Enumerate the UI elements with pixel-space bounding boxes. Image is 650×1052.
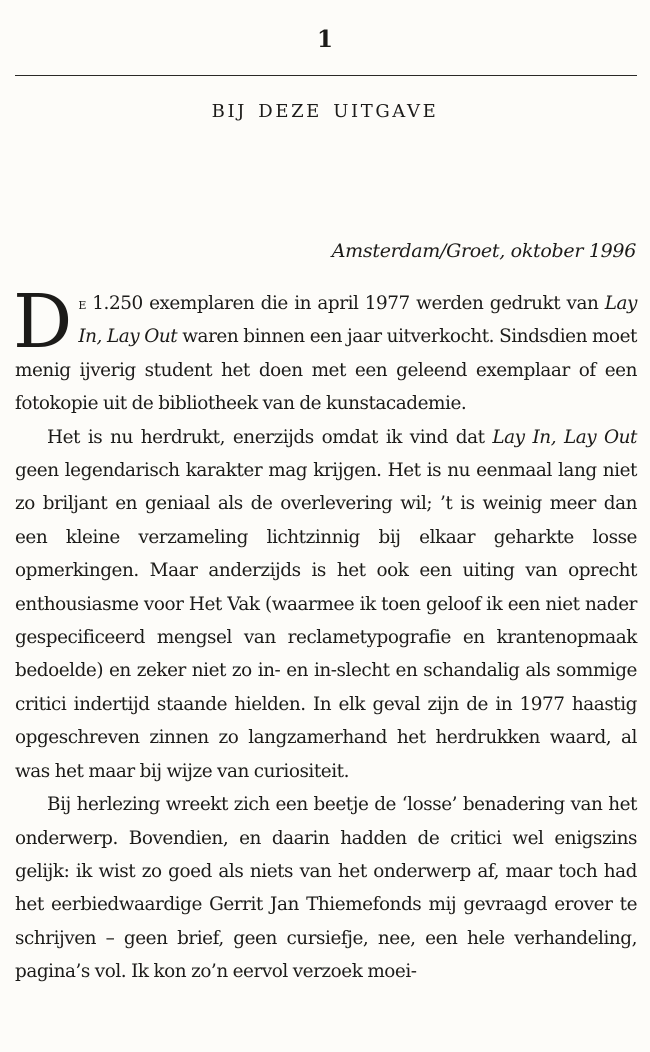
page-number: 1 (316, 26, 333, 53)
dateline: Amsterdam/Groet, oktober 1996 (331, 240, 636, 262)
chapter-title: BIJ DEZE UITGAVE (211, 101, 439, 122)
paragraph-1-text-b: waren binnen een jaar uitverkocht. Sindsdien moet menig ijverig student het doen met een geleend exemplaar of een fotokopie uit de bibliotheek van de kunstacademie. (15, 326, 637, 415)
paragraph-2-text-a: Het is nu herdrukt, enerzijds omdat ik vind dat (47, 426, 493, 448)
book-title-italic: Lay In, Lay Out (492, 426, 637, 448)
paragraph-1-text-a: 1.250 exemplaren die in april 1977 werden gedrukt van (85, 293, 605, 314)
paragraph-1 (13, 279, 637, 421)
drop-cap: D (13, 279, 73, 365)
body-text (13, 279, 637, 989)
first-word-rest: e (78, 294, 86, 313)
header-rule (15, 75, 637, 76)
paragraph-3-text: Bij herlezing wreekt zich een beetje de ‘losse’ benadering van het onderwerp. Bovendien, en daarin hadden de critici wel enigszins gelijk: ik wist zo goed als niets van het onderwerp af, maar toch had het eerbiedwaardige Gerrit Jan Thiemefonds mij gevraagd erover te schrijven – geen brief, geen cursiefje, nee, een hele verhandeling, pagina’s vol. Ik kon zo’n eervol verzoek moei- (15, 794, 637, 983)
paragraph-3 (15, 788, 637, 988)
paragraph-2 (15, 421, 637, 788)
paragraph-2-text-b: geen legendarisch karakter mag krijgen. Het is nu eenmaal lang niet zo briljant en geniaal als de overlevering wil; ’t is weinig meer dan een kleine verzameling lichtzinnig bij elkaar geharkte losse opmerkingen. Maar anderzijds is het ook een uiting van oprecht enthousiasme voor Het Vak (waarmee ik toen geloof ik een niet nader gespecificeerd mengsel van reclametypografie en krantenopmaak bedoelde) en zeker niet zo in- en in-slecht en schandalig als sommige critici indertijd staande hielden. In elk geval zijn de in 1977 haastig opgeschreven zinnen zo langzamerhand het herdrukken waard, al was het maar bij wijze van curiositeit. (15, 460, 637, 782)
book-title-italic: Lay In, Lay Out (78, 293, 637, 348)
